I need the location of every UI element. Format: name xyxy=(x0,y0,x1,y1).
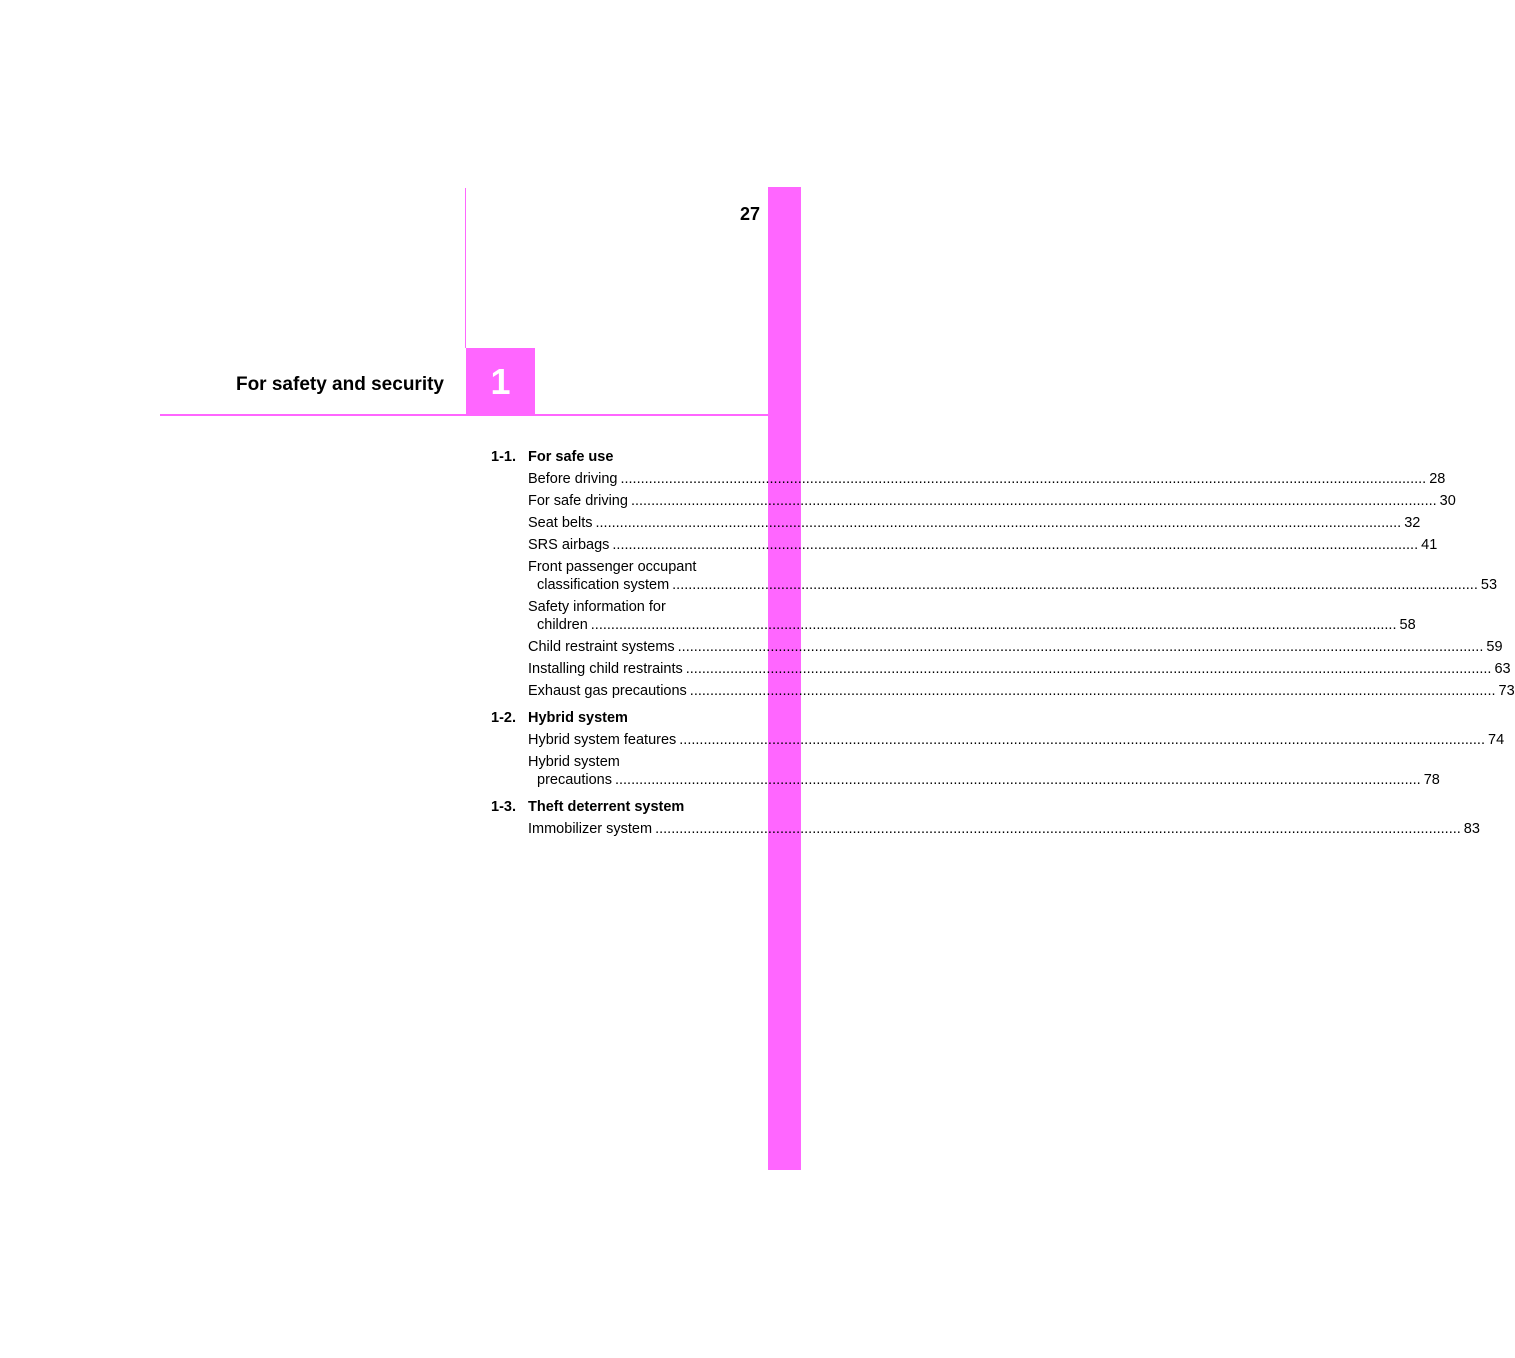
toc-section-title: For safe use xyxy=(528,449,614,465)
toc-entry[interactable] xyxy=(528,753,1440,789)
toc-entry-title: Immobilizer system xyxy=(528,821,653,837)
toc-entry-title: Installing child restraints xyxy=(528,661,683,677)
toc-entry-page: 83 xyxy=(1463,821,1480,837)
toc-leader-dots: ........................................................................................................................................................................................................ xyxy=(689,683,1496,699)
toc-leader-dots: ........................................................................................................................................................................................................ xyxy=(590,617,1397,633)
toc-entry-title: Child restraint systems xyxy=(528,639,675,655)
chapter-underline xyxy=(160,414,768,416)
chapter-side-tab xyxy=(768,187,801,1170)
toc-entry[interactable] xyxy=(528,558,1498,594)
toc-entry[interactable] xyxy=(528,470,1446,488)
toc-entry-title-line1: Hybrid system xyxy=(528,754,620,770)
toc-leader-dots: ........................................................................................................................................................................................................ xyxy=(655,821,1461,837)
table-of-contents xyxy=(491,448,1515,838)
toc-entry[interactable] xyxy=(528,514,1421,532)
toc-entry-title: Hybrid system features xyxy=(528,732,677,748)
toc-section-number: 1-2. xyxy=(491,710,516,726)
toc-entry-page: 41 xyxy=(1421,537,1438,553)
toc-leader-dots: ........................................................................................................................................................................................................ xyxy=(677,639,1484,655)
toc-leader-dots: ........................................................................................................................................................................................................ xyxy=(672,577,1478,593)
toc-section-number: 1-1. xyxy=(491,449,516,465)
toc-entry-page: 59 xyxy=(1486,639,1503,655)
toc-leader-dots: ........................................................................................................................................................................................................ xyxy=(679,732,1485,748)
toc-leader-dots: ........................................................................................................................................................................................................ xyxy=(612,537,1419,553)
toc-entry-title: Exhaust gas precautions xyxy=(528,683,687,699)
toc-entry[interactable] xyxy=(528,598,1416,634)
toc-entry-title: For safe driving xyxy=(528,493,628,509)
toc-entry[interactable] xyxy=(528,492,1456,510)
toc-entry-page: 53 xyxy=(1480,577,1498,593)
toc-entry-page: 30 xyxy=(1439,493,1456,509)
toc-section-heading[interactable] xyxy=(491,448,739,466)
toc-section-number: 1-3. xyxy=(491,799,516,815)
toc-entry-title-line1: Safety information for xyxy=(528,599,666,615)
toc-entry[interactable] xyxy=(528,660,1511,678)
toc-leader-dots: ........................................................................................................................................................................................................ xyxy=(630,493,1437,509)
toc-section-heading[interactable] xyxy=(491,798,739,816)
toc-leader-dots: ........................................................................................................................................................................................................ xyxy=(595,515,1402,531)
toc-entry-title: precautions xyxy=(537,772,612,788)
vertical-divider xyxy=(465,188,466,348)
toc-leader-dots: ........................................................................................................................................................................................................ xyxy=(685,661,1492,677)
toc-entry[interactable] xyxy=(528,536,1438,554)
toc-leader-dots: ........................................................................................................................................................................................................ xyxy=(614,772,1421,788)
chapter-title: For safety and security xyxy=(235,374,444,395)
toc-entry-page: 73 xyxy=(1498,683,1515,699)
page-number: 27 xyxy=(739,204,760,224)
toc-entry-title: children xyxy=(537,617,588,633)
toc-entry[interactable] xyxy=(528,731,1505,749)
toc-section-heading[interactable] xyxy=(491,709,739,727)
toc-entry[interactable] xyxy=(528,638,1503,656)
toc-entry-page: 63 xyxy=(1494,661,1511,677)
toc-entry-page: 58 xyxy=(1399,617,1416,633)
toc-entry-title: Seat belts xyxy=(528,515,593,531)
toc-entry-page: 32 xyxy=(1404,515,1421,531)
toc-leader-dots: ........................................................................................................................................................................................................ xyxy=(620,471,1427,487)
toc-entry-title: classification system xyxy=(537,577,670,593)
chapter-number-box xyxy=(466,348,535,415)
toc-entry-title: SRS airbags xyxy=(528,537,610,553)
toc-entry-title-line1: Front passenger occupant xyxy=(528,559,697,575)
toc-entry-title: Before driving xyxy=(528,471,618,487)
toc-section-title: Theft deterrent system xyxy=(528,799,685,815)
toc-entry[interactable] xyxy=(528,820,1480,838)
toc-section-title: Hybrid system xyxy=(528,710,628,726)
chapter-number: 1 xyxy=(490,360,511,402)
toc-entry-page: 74 xyxy=(1488,732,1505,748)
toc-entry[interactable] xyxy=(528,682,1515,700)
toc-entry-page: 28 xyxy=(1429,471,1446,487)
toc-entry-page: 78 xyxy=(1423,772,1440,788)
